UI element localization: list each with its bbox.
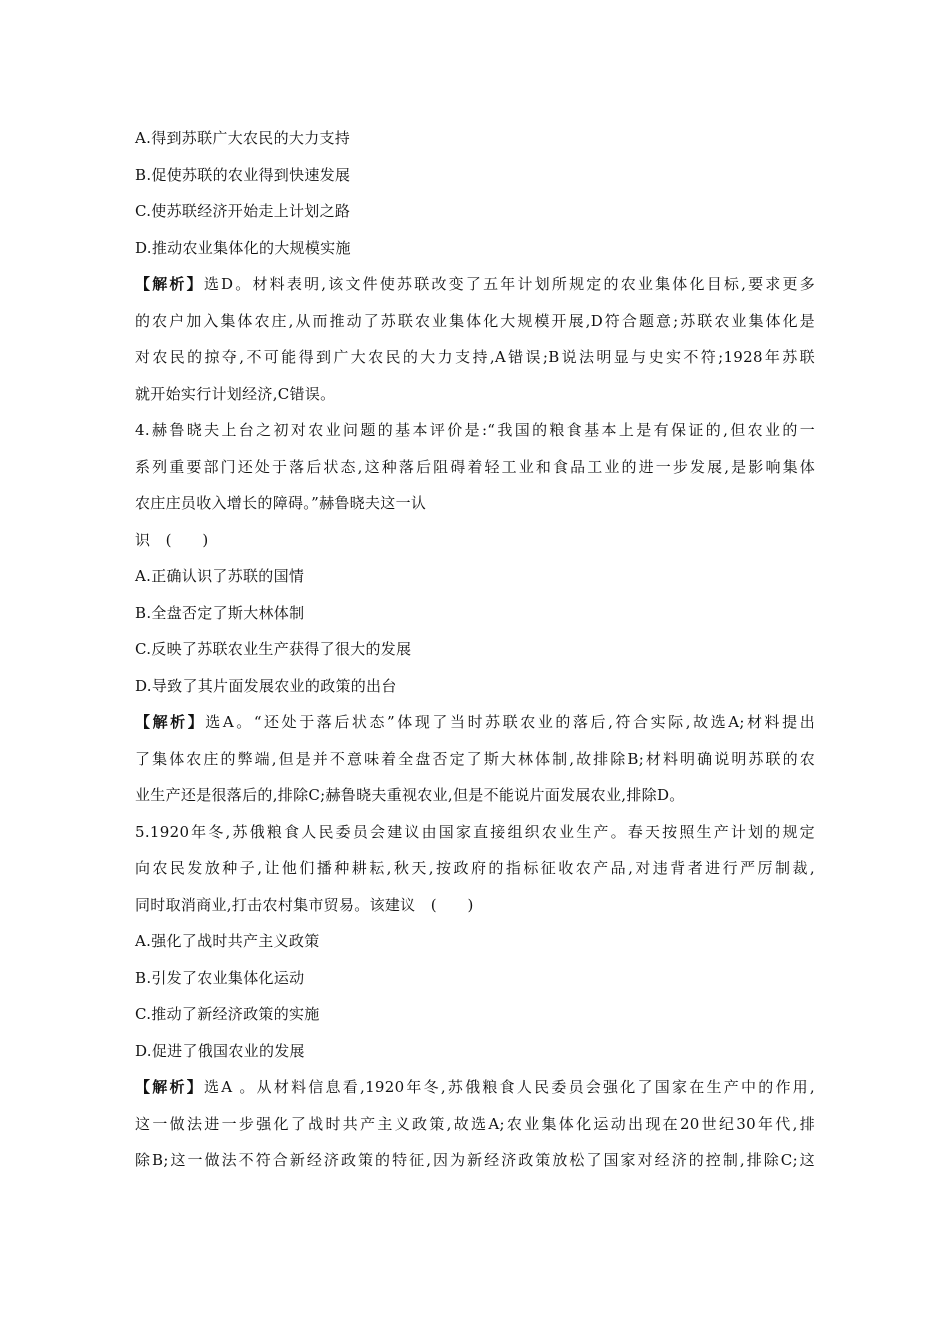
q3-analysis-line-3: 对农民的掠夺,不可能得到广大农民的大力支持,A错误;B说法明显与史实不符;1928年苏联: [135, 348, 815, 366]
q4-stem-line-1: 4.赫鲁晓夫上台之初对农业问题的基本评价是:“我国的粮食基本上是有保证的,但农业的一: [135, 421, 815, 439]
q5-stem-line-2: 向农民发放种子,让他们播种耕耘,秋天,按政府的指标征收农产品,对违背者进行严厉制裁,: [135, 859, 815, 877]
q4-option-c: C.反映了苏联农业生产获得了很大的发展: [135, 640, 412, 658]
q5-option-a: A.强化了战时共产主义政策: [135, 932, 320, 950]
q4-analysis-line-3: 业生产还是很落后的,排除C;赫鲁晓夫重视农业,但是不能说片面发展农业,排除D。: [135, 786, 685, 804]
q4-option-a: A.正确认识了苏联的国情: [135, 567, 305, 585]
q3-analysis-line-1: [135, 266, 815, 303]
q4-analysis-line-1: [135, 704, 815, 741]
q5-analysis-line-3: 除B;这一做法不符合新经济政策的特征,因为新经济政策放松了国家对经济的控制,排除C;这: [135, 1151, 815, 1169]
q4-option-b: B.全盘否定了斯大林体制: [135, 603, 305, 622]
analysis-text: 选A 。从材料信息看,1920年冬,苏俄粮食人民委员会强化了国家在生产中的作用,: [203, 1078, 815, 1096]
q3-option-d: D.推动农业集体化的大规模实施: [135, 238, 351, 257]
analysis-text: 选A。“还处于落后状态”体现了当时苏联农业的落后,符合实际,故选A;材料提出: [205, 713, 815, 731]
q5-stem-line-3: 同时取消商业,打击农村集市贸易。该建议 ( ): [135, 895, 474, 914]
q5-stem-line-1: 5.1920年冬,苏俄粮食人民委员会建议由国家直接组织农业生产。春天按照生产计划的规定: [135, 822, 815, 841]
q4-stem-line-2: 系列重要部门还处于落后状态,这种落后阻碍着轻工业和食品工业的进一步发展,是影响集体: [135, 457, 815, 476]
analysis-tag: 【解析】: [135, 275, 204, 293]
document-page: [135, 120, 815, 1179]
q4-stem-line-4: 识 ( ): [135, 530, 209, 549]
q3-analysis-line-4: 就开始实行计划经济,C错误。: [135, 384, 336, 403]
q5-analysis-line-1: [135, 1069, 815, 1106]
q5-analysis-line-2: 这一做法进一步强化了战时共产主义政策,故选A;农业集体化运动出现在20世纪30年代,排: [135, 1114, 815, 1133]
q5-option-d: D.促进了俄国农业的发展: [135, 1041, 305, 1060]
analysis-tag: 【解析】: [135, 1078, 204, 1096]
q5-option-b: B.引发了农业集体化运动: [135, 968, 305, 987]
q4-option-d: D.导致了其片面发展农业的政策的出台: [135, 676, 397, 695]
q3-option-a: A.得到苏联广大农民的大力支持: [135, 129, 351, 147]
analysis-tag: 【解析】: [135, 713, 206, 731]
q3-option-b: B.促使苏联的农业得到快速发展: [135, 165, 351, 184]
analysis-text: 选D。材料表明,该文件使苏联改变了五年计划所规定的农业集体化目标,要求更多: [203, 275, 816, 293]
q3-option-c: C.使苏联经济开始走上计划之路: [135, 202, 351, 220]
q3-analysis-line-2: 的农户加入集体农庄,从而推动了苏联农业集体化大规模开展,D符合题意;苏联农业集体化是: [135, 311, 815, 330]
q5-option-c: C.推动了新经济政策的实施: [135, 1005, 320, 1023]
q4-stem-line-3: 农庄庄员收入增长的障碍。”赫鲁晓夫这一认: [135, 494, 427, 512]
q4-analysis-line-2: 了集体农庄的弊端,但是并不意味着全盘否定了斯大林体制,故排除B;材料明确说明苏联的农: [135, 749, 815, 768]
